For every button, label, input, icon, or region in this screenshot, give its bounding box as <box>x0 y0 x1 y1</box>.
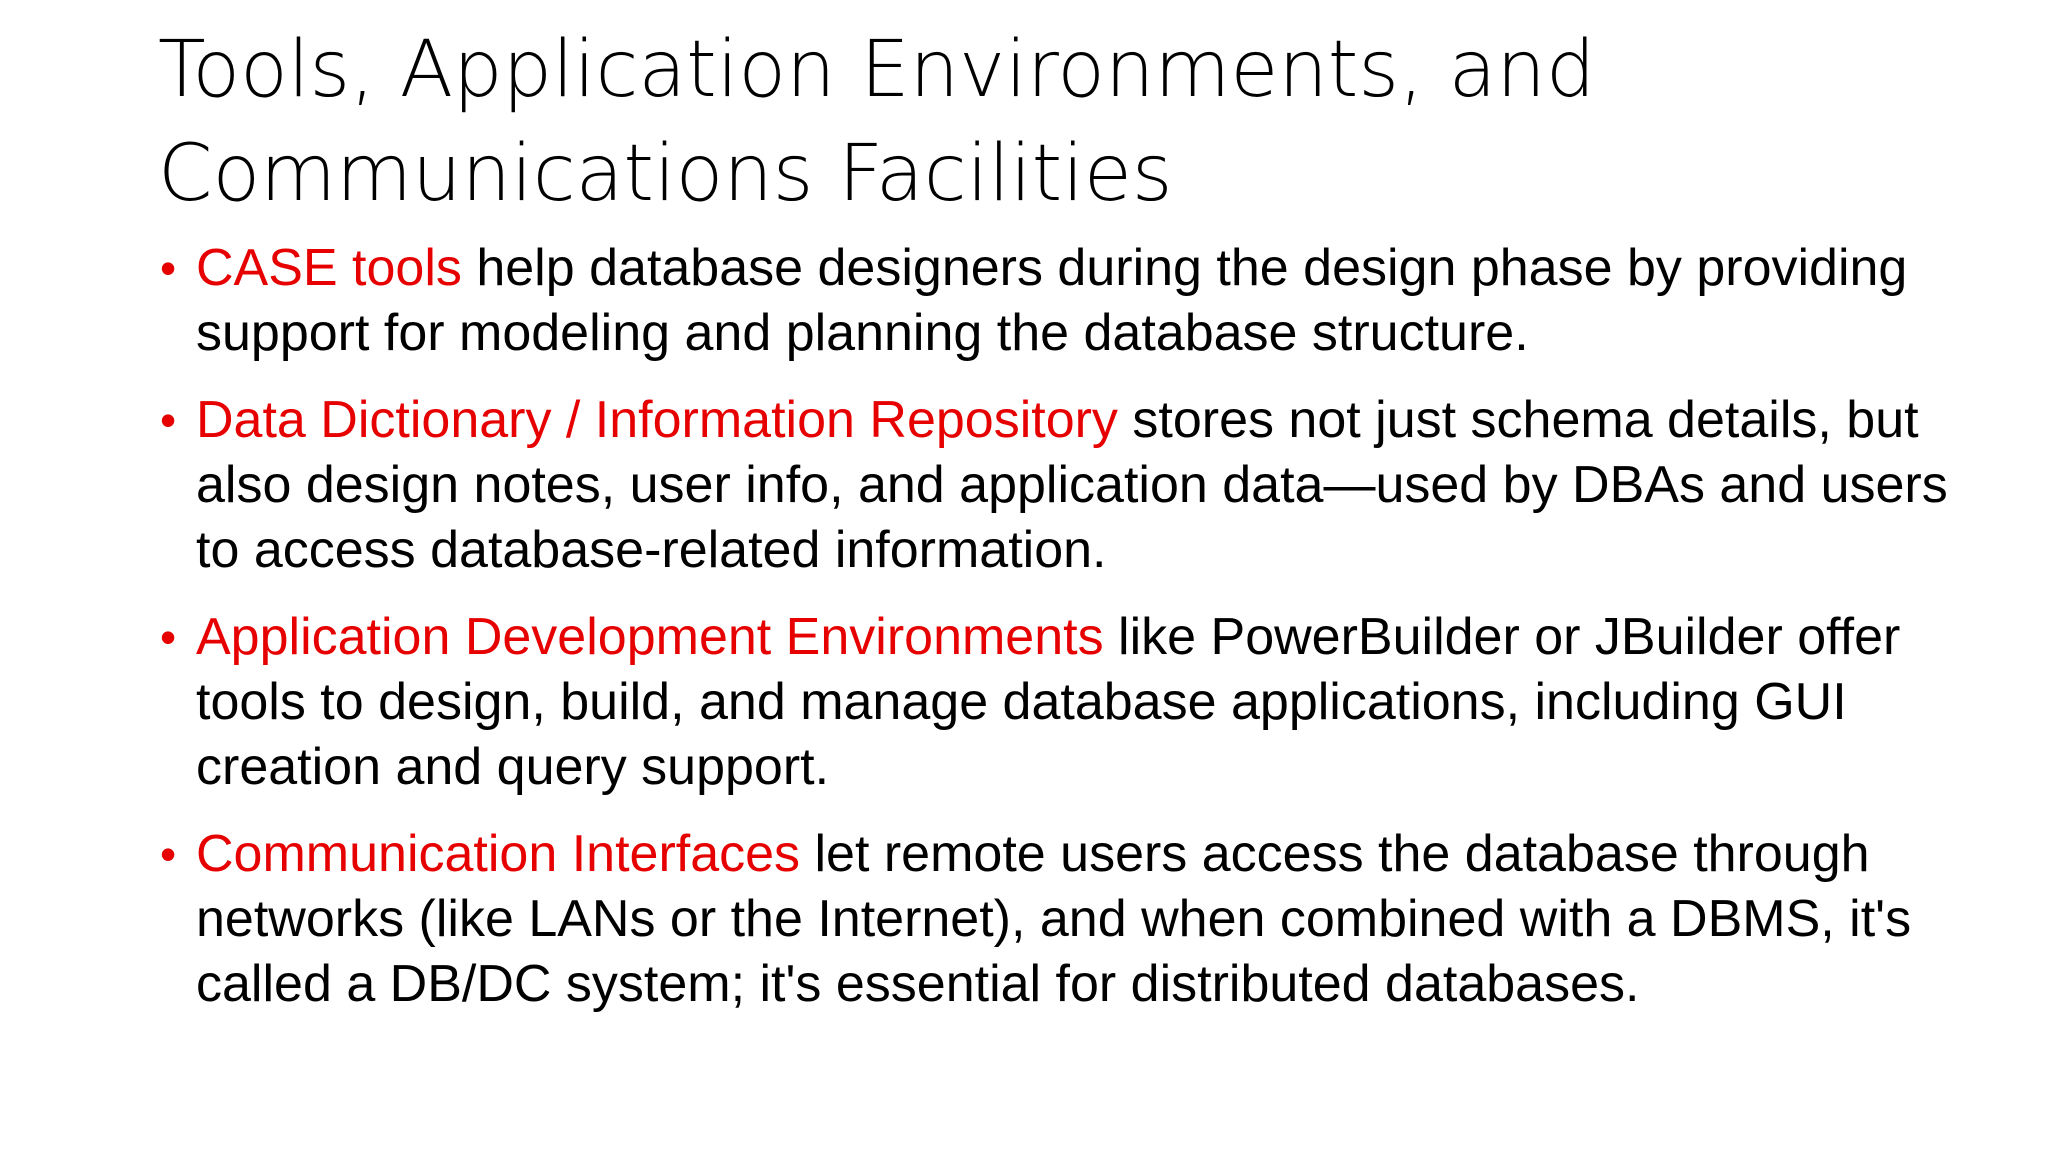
bullet-term: CASE tools <box>196 239 462 297</box>
bullet-item-case-tools <box>160 236 1956 366</box>
bullet-text: like PowerBuilder or JBuilder offer tools to design, build, and manage database applications, including GUI creation and query support. <box>196 608 1901 796</box>
bullet-term: Application Development Environments <box>196 608 1104 666</box>
bullet-item-app-dev-environments <box>160 605 1956 800</box>
bullet-item-data-dictionary <box>160 388 1956 583</box>
bullet-dot-icon: • <box>160 394 177 446</box>
bullet-dot-icon: • <box>160 242 177 294</box>
slide-title-line-2: Communications Facilities <box>158 129 1173 219</box>
bullet-term: Data Dictionary / Information Repository <box>196 391 1118 449</box>
bullet-text: stores not just schema details, but also design notes, user info, and application data—used by DBAs and users to access database-related information. <box>196 391 1948 579</box>
slide-title-line-1: Tools, Application Environments, and <box>158 25 1596 115</box>
bullet-term: Communication Interfaces <box>196 825 801 883</box>
bullet-item-communication-interfaces <box>160 822 1956 1017</box>
bullet-dot-icon: • <box>160 828 177 880</box>
bullet-dot-icon: • <box>160 611 177 663</box>
bullet-text: let remote users access the database through networks (like LANs or the Internet), and when combined with a DBMS, it's called a DB/DC system; it's essential for distributed databases. <box>196 825 1912 1013</box>
bullet-text: help database designers during the design phase by providing support for modeling and planning the database structure. <box>196 239 1908 362</box>
bullet-list <box>160 236 1956 1039</box>
slide-title <box>158 18 1918 226</box>
